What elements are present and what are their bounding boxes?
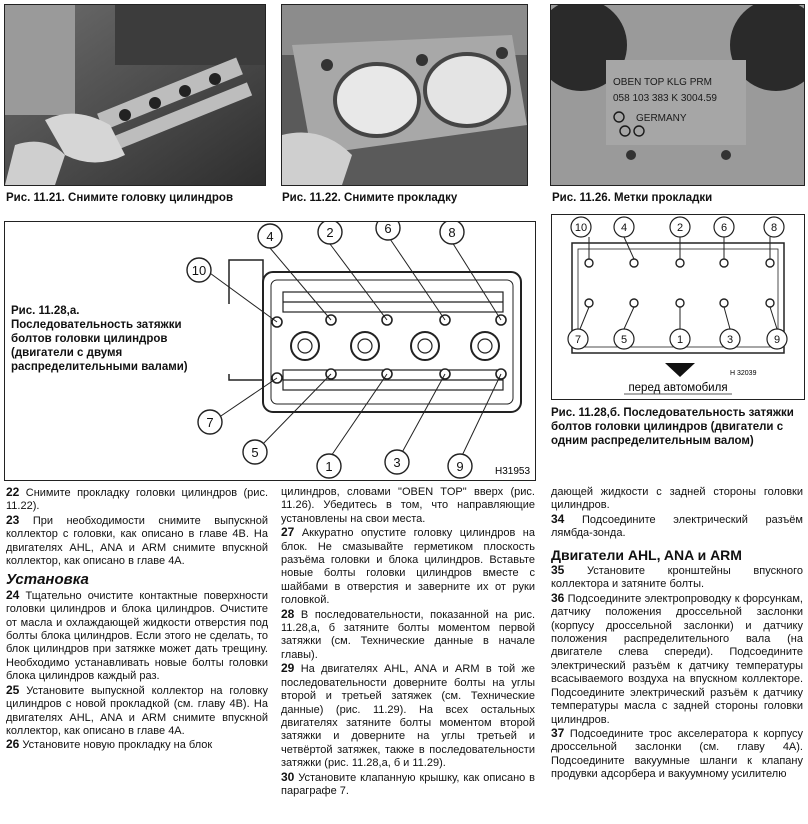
callout-number: 5: [251, 445, 259, 460]
callout-number: 6: [384, 222, 392, 236]
callout-number: 4: [266, 229, 274, 244]
figure-code: H31953: [495, 466, 531, 477]
paragraph: 34 Подсоедините электрический разъём лямбда-зонда.: [551, 511, 803, 540]
photo-caption: Рис. 11.22. Снимите прокладку: [282, 192, 458, 204]
paragraph: 22 Снимите прокладку головки цилиндров (рис. 11.22).: [6, 485, 268, 513]
figure-11-28a: [4, 221, 536, 481]
callout-number: 1: [325, 459, 333, 474]
paragraph: 23 При необходимости снимите выпускной коллектор с головки, как описано в главе 4В. На двигателях AHL, ANA и ARM снимите впускной коллектор, как описано в главе 4А.: [6, 512, 268, 568]
callout-number: 2: [676, 222, 684, 234]
text-column-2: [281, 486, 535, 798]
callout-number: 10: [574, 222, 588, 234]
paragraph: 26 Установите новую прокладку на блок: [6, 737, 213, 752]
callout-number: 7: [206, 415, 214, 430]
callout-number: 7: [574, 334, 582, 346]
callout-number: 8: [448, 225, 456, 240]
callout-number: 1: [676, 334, 684, 346]
photo-cylinder-head-removal: [4, 4, 266, 186]
paragraph: 35 Установите кронштейны впускного коллектора и затяните болты.: [551, 563, 803, 591]
paragraph: 30 Установите клапанную крышку, как описано в параграфе 7.: [281, 769, 535, 797]
callout-number: 9: [456, 459, 464, 474]
paragraph: 25 Установите выпускной коллектор на головку цилиндров с новой прокладкой (см. главу 4В). На двигателях AHL, ANA и ARM снимите впускной коллектор, как описано в главе 4А.: [6, 682, 268, 737]
arrow-label: перед автомобиля: [628, 382, 728, 394]
paragraph: 37 Подсоедините трос акселератора к корпусу дроссельной заслонки (см. главу 4А). Подсоедините вакуумные шланги к клапану продувки адсорбера и вакуумному усилителю: [551, 725, 803, 781]
paragraph: цилиндров, словами "OBEN TOP" вверх (рис. 11.26). Убедитесь в том, что направляющие установлены на свои места.: [281, 486, 535, 525]
gasket-stamp-line1: OBEN TOP KLG PRM: [613, 77, 712, 88]
paragraph: 36 Подсоедините электропроводку к форсункам, датчику положения дроссельной заслонки (корпусу дроссельной заслонки) и датчику положения распределительного вала (на двигателе слева спереди). Подсоедините электрический разъём к датчику температуры всасываемого воздуха на впускном коллекторе. Подсоедините электрический разъём к датчику температуры масла с задней стороны головки цилиндров.: [551, 590, 803, 726]
gasket-stamp-line3: GERMANY: [636, 113, 687, 124]
photo-caption: Рис. 11.26. Метки прокладки: [552, 192, 713, 204]
gasket-stamp-line2: 058 103 383 K 3004.59: [613, 93, 717, 104]
callout-number: 6: [720, 222, 728, 234]
photo-gasket-marks: [550, 4, 805, 186]
paragraph: 29 На двигателях AHL, ANA и ARM в той же последовательности доверните болты на углы второй и третьей затяжек (см. Технические данные) (рис. 11.29). На всех остальных двигателях затяните болты моментом второй затяжки и доверните на углы третьей и четвёртой затяжек, также в последовательности затяжки (рис. 11.28,а, б и 11.29).: [281, 661, 535, 770]
figure-code: H 32039: [730, 370, 757, 377]
paragraph: 24 Тщательно очистите контактные поверхности головки цилиндров и блока цилиндров. Очистите от масла и охлаждающей жидкости отверстия под болты блока цилиндров. Если этого не сделать, то блок цилиндров при затяжке может дать трещину. Необходимо устанавливать новые болты головки блока цилиндров каждый раз.: [6, 587, 268, 683]
paragraph: 27 Аккуратно опустите головку цилиндров на блок. Не смазывайте герметиком плоскость разъёма головки и блока цилиндров. Вставьте новые болты головки цилиндров вместе с шайбами в отверстия и заверните их от руки головкой.: [281, 525, 535, 607]
text-column-1: [6, 486, 268, 753]
callout-number: 5: [620, 334, 628, 346]
section-heading: Двигатели AHL, ANA и ARM: [551, 546, 742, 563]
callout-number: 9: [773, 334, 781, 346]
callout-number: 2: [326, 225, 334, 240]
photo-caption: Рис. 11.21. Снимите головку цилиндров: [6, 192, 234, 204]
text-column-3: [551, 486, 803, 782]
arrow-down-icon: [665, 363, 695, 377]
callout-number: 10: [191, 263, 207, 278]
callout-number: 8: [770, 222, 778, 234]
callout-number: 4: [620, 222, 628, 234]
photo-gasket-removal: [281, 4, 528, 186]
figure-caption: Рис. 11.28,а. Последовательность затяжки болтов головки цилиндров (двигатели с двумя распределительными валами): [11, 304, 231, 374]
figure-caption: Рис. 11.28,б. Последовательность затяжки болтов головки цилиндров (двигатели с одним распределительным валом): [551, 407, 794, 447]
paragraph: дающей жидкости с задней стороны головки цилиндров.: [551, 486, 803, 512]
figure-11-28b: [551, 214, 805, 400]
callout-number: 3: [726, 334, 734, 346]
paragraph: 28 В последовательности, показанной на рис. 11.28,а, б затяните болты моментом первой затяжки (см. Технические данные в начале главы).: [281, 606, 535, 661]
section-heading: Установка: [6, 571, 89, 589]
callout-number: 3: [393, 455, 401, 470]
